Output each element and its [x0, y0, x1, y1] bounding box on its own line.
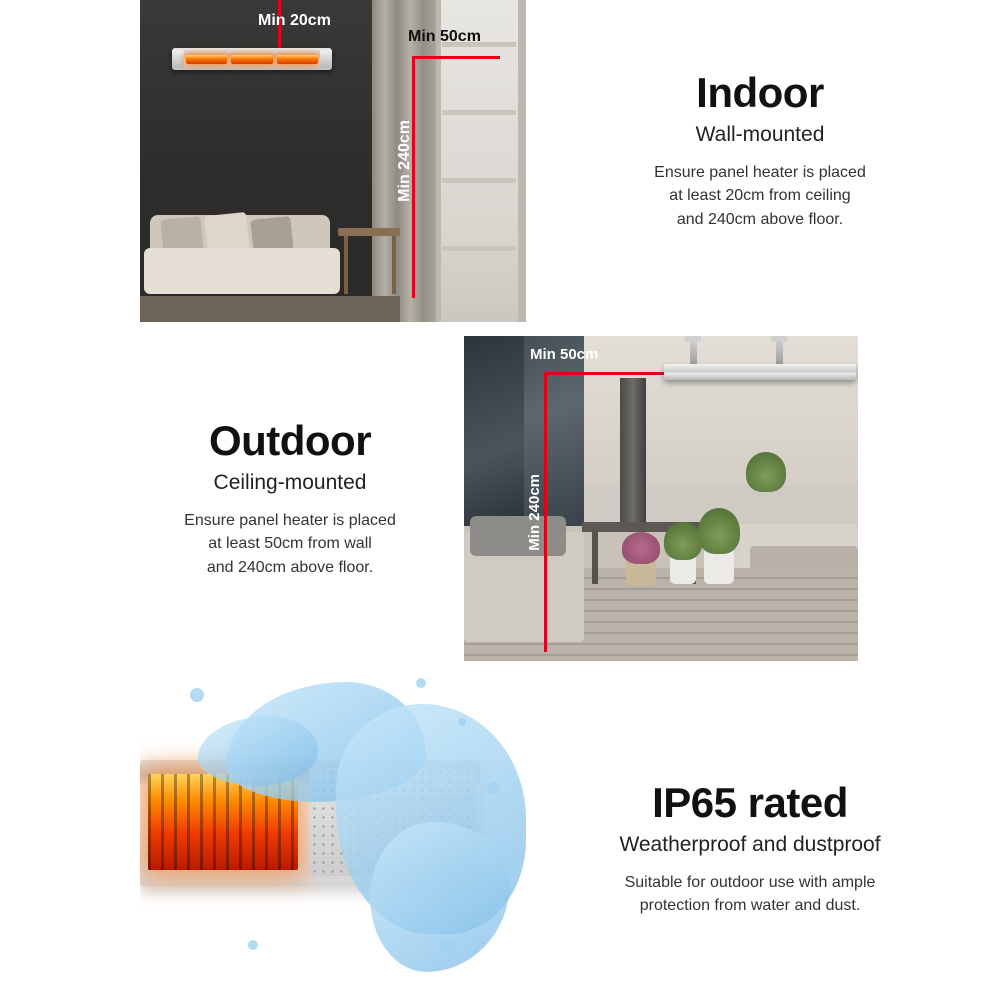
ip65-body-line-1: Suitable for outdoor use with ample [624, 874, 876, 892]
heater-mount-bracket [685, 336, 701, 342]
patio-sofa-cushion [470, 516, 566, 556]
patio-flowers [622, 532, 660, 564]
indoor-body-line-2: at least 20cm from ceiling [669, 187, 851, 205]
outdoor-heading: Outdoor [208, 417, 372, 464]
outdoor-body [100, 509, 480, 579]
indoor-text-block [560, 69, 960, 231]
indoor-side-table [338, 228, 400, 236]
measure-label-side: Min 50cm [408, 28, 481, 45]
section-ip65 [0, 672, 1000, 1000]
measure-line-side [412, 56, 500, 59]
outdoor-text-block [100, 417, 480, 579]
indoor-heading: Indoor [696, 69, 824, 116]
section-indoor [0, 0, 1000, 330]
patio-table-leg [592, 532, 598, 584]
water-splash [370, 822, 510, 972]
water-droplet [416, 678, 426, 688]
ip65-body-line-2: protection from water and dust. [639, 897, 861, 915]
indoor-room-photo [140, 0, 526, 322]
heater-end-cap-left [172, 50, 184, 68]
outdoor-subheading: Ceiling-mounted [213, 471, 367, 494]
water-droplet [488, 782, 500, 794]
indoor-table-leg [392, 236, 396, 294]
heater-element [277, 55, 318, 64]
patio-column [620, 378, 646, 528]
measure-label-wall: Min 50cm [530, 346, 599, 363]
outdoor-body-line-3: and 240cm above floor. [206, 558, 374, 576]
indoor-sofa-seat [144, 248, 340, 294]
measure-line-wall [544, 372, 664, 375]
heater-element [186, 55, 227, 64]
ip65-text-block [540, 779, 960, 918]
section-outdoor [0, 330, 1000, 670]
water-droplet [248, 940, 258, 950]
water-splash [198, 716, 318, 786]
indoor-table-leg [344, 236, 348, 294]
measure-label-floor: Min 240cm [396, 120, 413, 202]
indoor-subheading: Wall-mounted [695, 123, 825, 146]
indoor-body [560, 161, 960, 231]
ip65-subheading: Weatherproof and dustproof [619, 833, 881, 856]
indoor-body-line-1: Ensure panel heater is placed [654, 164, 866, 182]
water-droplet [440, 938, 454, 952]
heater-element [231, 55, 272, 64]
indoor-body-line-3: and 240cm above floor. [676, 210, 844, 228]
patio-plant [698, 508, 740, 554]
indoor-floor-line [140, 296, 400, 322]
ip65-heading: IP65 rated [652, 779, 848, 826]
indoor-window [436, 0, 526, 322]
patio-plant-pot [704, 550, 734, 584]
ip65-body [540, 871, 960, 917]
measure-label-ceiling: Min 20cm [258, 12, 331, 29]
measure-label-floor: Min 240cm [526, 474, 543, 551]
outdoor-body-line-1: Ensure panel heater is placed [184, 512, 396, 530]
outdoor-body-line-2: at least 50cm from wall [208, 535, 372, 553]
measure-line-floor [544, 374, 547, 652]
patio-plant [746, 452, 786, 492]
heater-end-cap-right [320, 50, 332, 68]
patio-plant-pot [670, 556, 696, 584]
ip65-water-photo [140, 672, 540, 972]
heater-mount-bracket [771, 336, 787, 342]
patio-plant [664, 522, 702, 560]
water-droplet [458, 718, 466, 726]
outdoor-heater-unit [664, 364, 856, 380]
indoor-heater-unit [172, 48, 332, 70]
water-droplet [190, 688, 204, 702]
